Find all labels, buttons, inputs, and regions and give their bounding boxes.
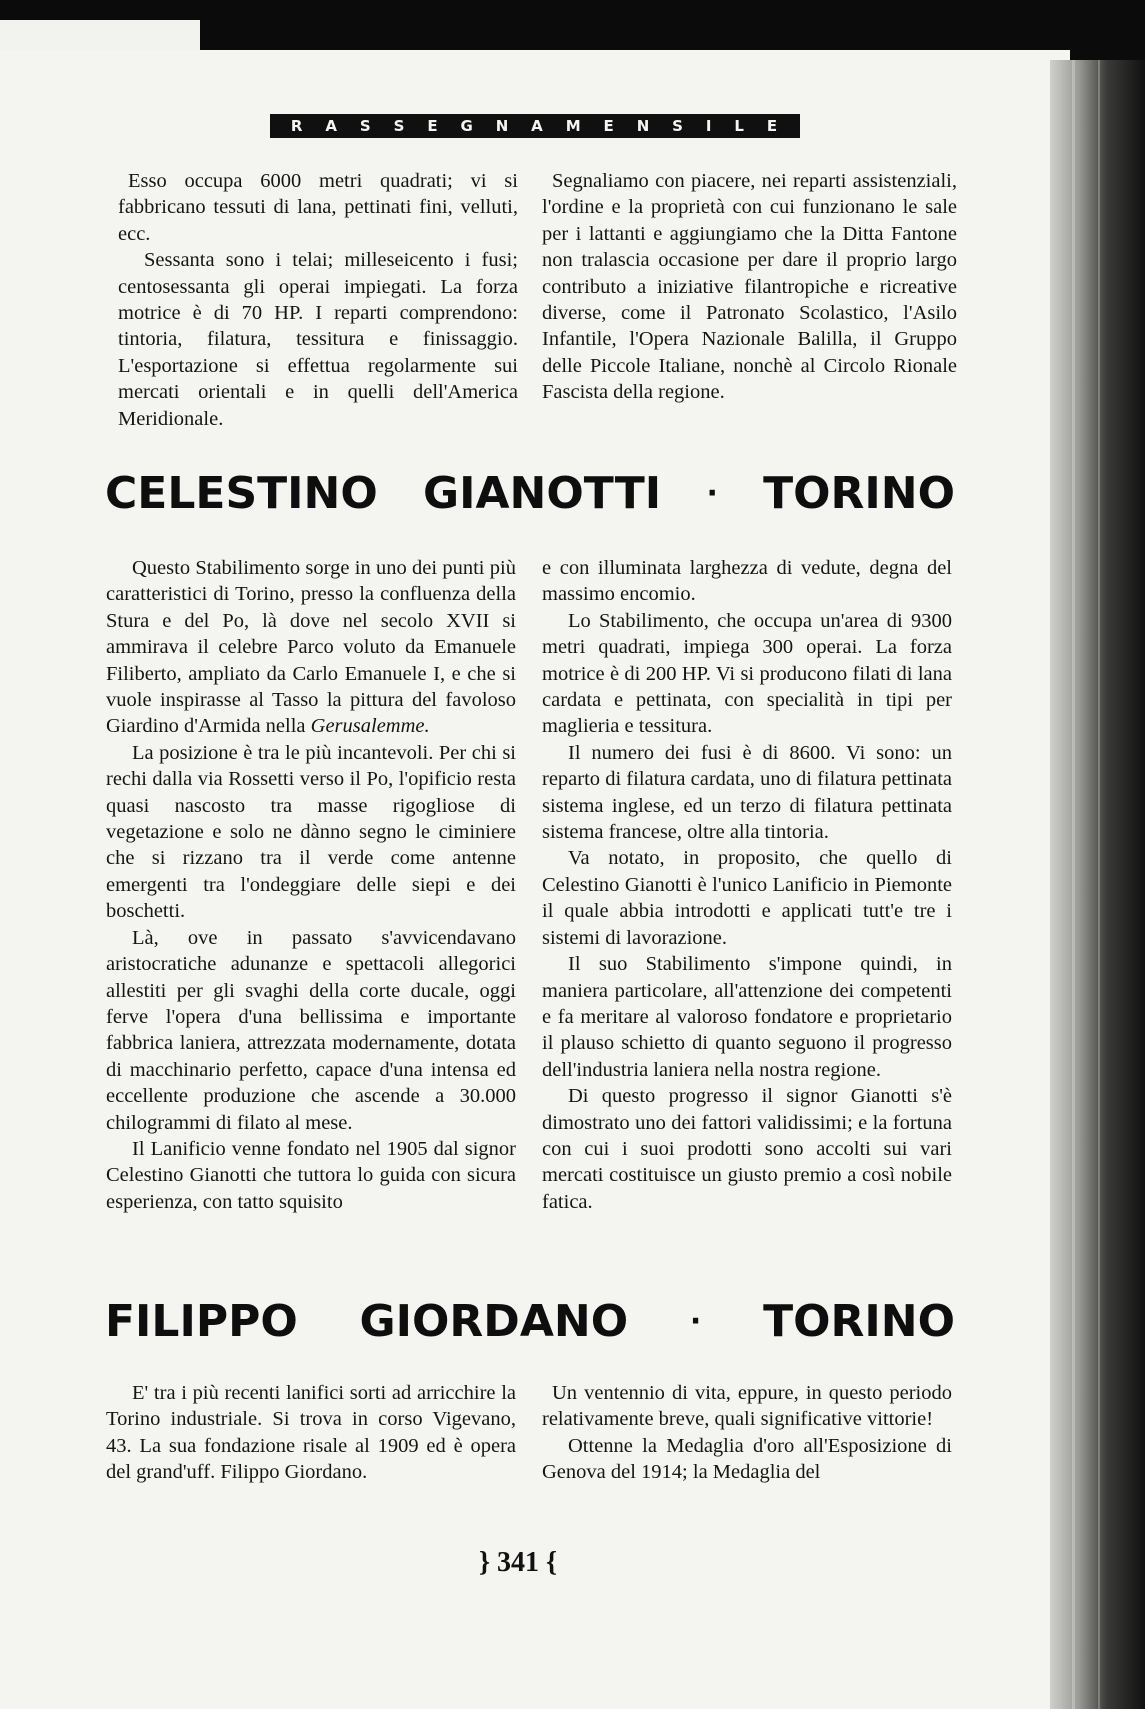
header-letter: E <box>766 117 780 135</box>
header-letter: A <box>531 117 545 135</box>
section-title-celestino-gianotti <box>105 468 955 518</box>
section-title-filippo-giordano <box>105 1296 955 1346</box>
header-letter: N <box>495 117 511 135</box>
title-separator: · <box>689 1303 702 1339</box>
title-separator: · <box>706 475 718 511</box>
paragraph: Va notato, in proposito, che quello di Celestino Gianotti è l'unico Lanificio in Piemonte il quale abbia introdotti e applicati tutt'e tre i sistemi di lavorazione. <box>542 847 952 949</box>
top-right-column <box>542 168 957 406</box>
paragraph: Un ventennio di vita, eppure, in questo periodo relativamente breve, quali significative vittorie! <box>542 1382 952 1431</box>
header-letter: L <box>734 117 746 135</box>
title-word: CELESTINO <box>105 467 378 519</box>
header-letter: S <box>393 117 407 135</box>
header-letter: S <box>359 117 373 135</box>
header-letter: A <box>325 117 339 135</box>
paragraph: Là, ove in passato s'avvicendavano aristocratiche adunanze e spettacoli allegorici allestiti per gli svaghi della corte ducale, oggi ferve l'opera d'una bellissima e importante fabbrica laniera, attrezzata modernamente, dotata di macchinario perfetto, capace d'una intensa ed eccellente produzione che ascende a 30.000 chilogrammi di filato al mese. <box>106 926 516 1134</box>
section2-left-column <box>106 1380 516 1486</box>
paragraph <box>106 555 516 740</box>
page-number <box>458 1547 578 1587</box>
header-letter: G <box>460 117 475 135</box>
paragraph-text: Questo Stabilimento sorge in uno dei punti più caratteristici di Torino, presso la confluenza della Stura e del Po, là dove nel secolo XVII si ammirava il celebre Parco voluto da Emanuele Filiberto, ampliato da Carlo Emanuele I, e che si vuole inspirasse al Tasso la pittura del favoloso Giardino d'Armida nella <box>106 557 516 738</box>
paragraph: E' tra i più recenti lanifici sorti ad arricchire la Torino industriale. Si trova in corso Vigevano, 43. La sua fondazione risale al 1909 ed è opera del grand'uff. Filippo Giordano. <box>106 1382 516 1484</box>
title-word: GIORDANO <box>359 1295 629 1347</box>
section1-left-column <box>106 555 516 1215</box>
paragraph: Segnaliamo con piacere, nei reparti assistenziali, l'ordine e la proprietà con cui funzionano le sale per i lattanti e aggiungiamo che la Ditta Fantone non tralascia occasione per dare il proprio largo contributo a iniziative filantropiche e ricreative diverse, come il Patronato Scolastico, l'Asilo Infantile, l'Opera Nazionale Balilla, il Gruppo delle Piccole Italiane, nonchè al Circolo Rionale Fascista della regione. <box>542 170 957 404</box>
page-number-value: 341 <box>497 1547 539 1578</box>
header-letter: M <box>565 117 583 135</box>
title-word: FILIPPO <box>105 1295 298 1347</box>
title-word: GIANOTTI <box>423 467 662 519</box>
paragraph: Lo Stabilimento, che occupa un'area di 9300 metri quadrati, impiega 300 operai. La forza motrice è di 200 HP. Vi si producono filati di lana cardata e pettinata, con specialità in tipi per maglieria e tessitura. <box>542 609 952 738</box>
page-number-bracket: } <box>478 1547 490 1578</box>
title-word: TORINO <box>763 467 955 519</box>
header-letter: S <box>672 117 685 135</box>
page-number-bracket: { <box>546 1547 558 1578</box>
title-word: TORINO <box>763 1295 955 1347</box>
italic-title: Gerusalemme. <box>310 715 430 738</box>
section1-right-column <box>542 555 952 1215</box>
header-letter: E <box>427 117 440 135</box>
running-header <box>270 114 800 138</box>
paragraph: Di questo progresso il signor Gianotti s'è dimostrato uno dei fattori validissimi; e la fortuna con cui i suoi prodotti sono accolti sui vari mercati costituisce un giusto premio a così nobile fatica. <box>542 1085 952 1213</box>
header-letter: N <box>636 117 652 135</box>
paragraph: Sessanta sono i telai; milleseicento i fusi; centosessanta gli operai impiegati. La forza motrice è di 70 HP. I reparti comprendono: tintoria, filatura, tessitura e finissaggio. L'esportazione si effettua regolarmente sui mercati orientali e in quelli dell'America Meridionale. <box>118 249 518 430</box>
header-letter: E <box>603 117 616 135</box>
binding-shadow <box>1050 60 1145 1709</box>
paragraph: Ottenne la Medaglia d'oro all'Esposizione di Genova del 1914; la Medaglia del <box>542 1434 952 1484</box>
paragraph: La posizione è tra le più incantevoli. Per chi si rechi dalla via Rossetti verso il Po, l'opificio resta quasi nascosto tra masse rigogliose di vegetazione e solo ne dànno segno le ciminiere che si rizzano tra il verde come antenne emergenti tra l'ondeggiare delle siepi e dei boschetti. <box>106 741 516 923</box>
section2-right-column <box>542 1380 952 1486</box>
header-letter: I <box>705 117 714 135</box>
paragraph: Il suo Stabilimento s'impone quindi, in maniera particolare, all'attenzione dei competenti e fa meritare al valoroso fondatore e proprietario il plauso schietto di quanto seguono il progresso dell'industria laniera nella nostra regione. <box>542 953 952 1081</box>
paragraph: Il numero dei fusi è di 8600. Vi sono: un reparto di filatura cardata, uno di filatura pettinata sistema inglese, ed un terzo di filatura pettinata sistema francese, oltre alla tintoria. <box>542 741 952 844</box>
paragraph: e con illuminata larghezza di vedute, degna del massimo encomio. <box>542 557 952 606</box>
paragraph: Esso occupa 6000 metri quadrati; vi si fabbricano tessuti di lana, pettinati fini, velluti, ecc. <box>118 170 518 245</box>
header-letter: R <box>290 117 305 135</box>
paragraph: Il Lanificio venne fondato nel 1905 dal signor Celestino Gianotti che tuttora lo guida con sicura esperienza, con tatto squisito <box>106 1137 516 1213</box>
top-left-column <box>118 168 518 432</box>
